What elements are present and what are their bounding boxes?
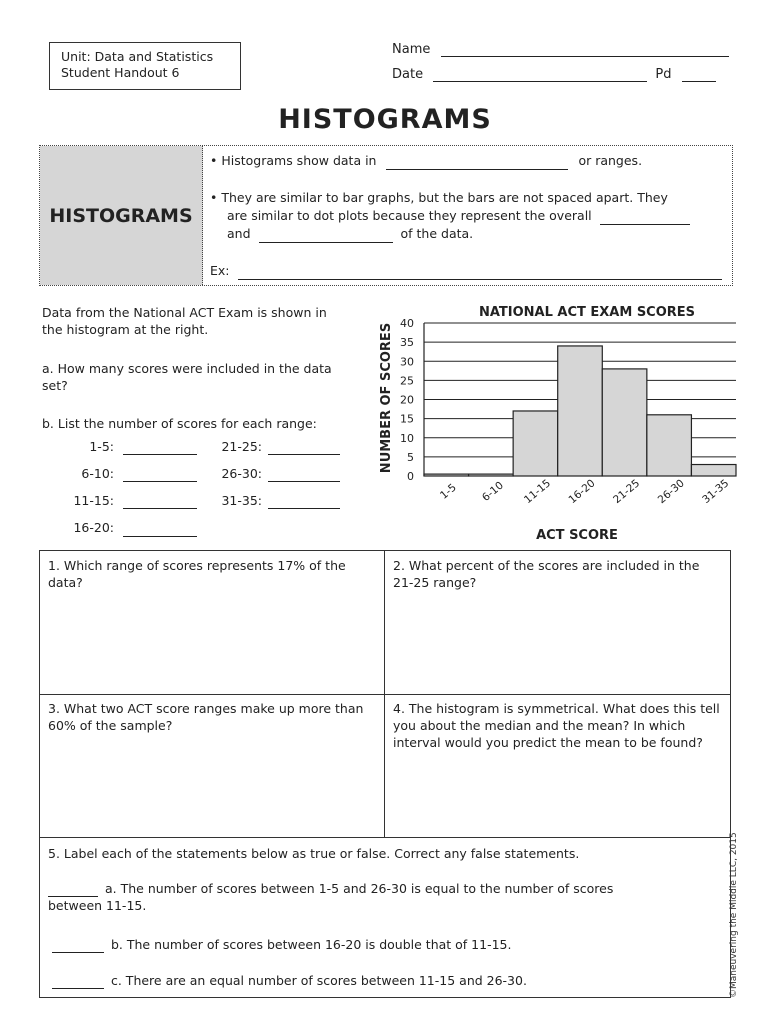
question-a-line-1: a. How many scores were included in the data: [42, 361, 332, 376]
histogram-bar: [469, 474, 514, 476]
date-label: Date: [392, 67, 424, 82]
histogram-bar: [691, 465, 736, 476]
grid-divider-1: [39, 694, 731, 695]
date-blank[interactable]: [433, 81, 647, 82]
example-label: Ex:: [210, 263, 230, 278]
bullet2-blank-1[interactable]: [600, 224, 690, 225]
y-tick-label: 30: [400, 355, 414, 369]
handout-label: Student Handout 6: [61, 65, 180, 80]
histogram-chart: [370, 298, 740, 548]
question-a-line-2: set?: [42, 378, 68, 393]
histogram-bar: [647, 415, 692, 476]
name-blank[interactable]: [441, 56, 729, 57]
example-row: [210, 262, 722, 280]
y-tick-label: 15: [400, 412, 414, 426]
range-label: 1-5:: [89, 439, 114, 454]
y-tick-label: 20: [400, 393, 414, 407]
statement-c: [52, 972, 722, 989]
example-blank[interactable]: [238, 279, 722, 280]
intro-text: [42, 304, 327, 338]
range-label: 26-30:: [221, 466, 262, 481]
definition-bullet-1: [210, 152, 642, 170]
definition-label: HISTOGRAMS: [40, 146, 203, 285]
range-list: [42, 438, 360, 548]
statement-b: [52, 936, 722, 953]
range-label: 6-10:: [81, 466, 114, 481]
x-tick-label: 16-20: [566, 477, 598, 507]
statement-c-text: c. There are an equal number of scores between 11-15 and 26-30.: [110, 973, 527, 988]
histogram-bar: [513, 411, 558, 476]
copyright: ©Maneuvering the Middle LLC, 2015: [729, 832, 739, 998]
x-tick-label: 31-35: [700, 477, 732, 507]
name-label: Name: [392, 42, 431, 57]
x-tick-label: 11-15: [521, 477, 554, 507]
range-blank[interactable]: [268, 481, 340, 482]
unit-box: [49, 42, 241, 90]
question-b: b. List the number of scores for each range:: [42, 416, 317, 431]
chart-title: NATIONAL ACT EXAM SCORES: [478, 305, 696, 320]
range-blank[interactable]: [268, 508, 340, 509]
bullet2-text-c: and: [227, 226, 251, 241]
histogram-bar: [602, 369, 647, 476]
unit-label: Unit: Data and Statistics: [61, 49, 214, 64]
pd-blank[interactable]: [682, 81, 716, 82]
bullet1-blank[interactable]: [386, 169, 568, 170]
statement-b-blank[interactable]: [52, 952, 104, 953]
bullet1-text-a: • Histograms show data in: [210, 153, 377, 168]
statement-c-blank[interactable]: [52, 988, 104, 989]
bullet2-text-a: • They are similar to bar graphs, but the bars are not spaced apart. They: [210, 190, 668, 205]
question-3: 3. What two ACT score ranges make up more than 60% of the sample?: [48, 701, 364, 733]
range-label: 31-35:: [221, 493, 262, 508]
y-tick-label: 0: [407, 470, 414, 483]
date-row: [392, 67, 716, 82]
name-row: [392, 42, 729, 57]
x-tick-label: 21-25: [611, 477, 643, 507]
question-5: 5. Label each of the statements below as true or false. Correct any false statements.: [48, 846, 580, 861]
question-a: [42, 360, 332, 394]
histogram-bar: [424, 474, 469, 476]
range-blank[interactable]: [123, 536, 197, 537]
y-tick-label: 5: [407, 450, 414, 464]
grid-divider-2: [39, 837, 731, 838]
x-tick-label: 6-10: [479, 479, 506, 504]
bullet2-text-b: are similar to dot plots because they represent the overall: [227, 208, 592, 223]
range-label: 21-25:: [221, 439, 262, 454]
intro-line-2: the histogram at the right.: [42, 322, 209, 337]
intro-line-1: Data from the National ACT Exam is shown in: [42, 305, 327, 320]
question-2: 2. What percent of the scores are included in the 21-25 range?: [393, 558, 700, 590]
range-label: 11-15:: [73, 493, 114, 508]
bullet1-text-b: or ranges.: [578, 153, 643, 168]
x-tick-label: 1-5: [437, 481, 459, 502]
chart-y-label: NUMBER OF SCORES: [379, 322, 394, 474]
range-label: 16-20:: [73, 520, 114, 535]
pd-label: Pd: [655, 67, 672, 82]
bullet2-text-d: of the data.: [400, 226, 474, 241]
statement-a-line-1: a. The number of scores between 1-5 and 26-30 is equal to the number of scores: [104, 881, 614, 896]
y-tick-label: 35: [400, 336, 414, 350]
question-1: 1. Which range of scores represents 17% of the data?: [48, 558, 346, 590]
bullet2-blank-2[interactable]: [259, 242, 393, 243]
y-tick-label: 10: [400, 431, 414, 445]
histogram-bar: [558, 346, 603, 476]
range-blank[interactable]: [268, 454, 340, 455]
definition-bullet-2: [210, 189, 725, 243]
range-blank[interactable]: [123, 508, 197, 509]
question-grid: [39, 550, 731, 998]
statement-b-text: b. The number of scores between 16-20 is double that of 11-15.: [110, 937, 512, 952]
range-blank[interactable]: [123, 481, 197, 482]
chart-y-ticks: [400, 317, 414, 483]
statement-a-line-2: between 11-15.: [48, 898, 147, 913]
statement-a: [48, 880, 718, 914]
range-blank[interactable]: [123, 454, 197, 455]
question-4: 4. The histogram is symmetrical. What does this tell you about the median and the mean? In which interval would you predict the mean to be found?: [393, 701, 720, 750]
page-title: HISTOGRAMS: [278, 104, 492, 135]
y-tick-label: 40: [400, 317, 414, 330]
x-tick-label: 26-30: [655, 477, 687, 507]
y-tick-label: 25: [400, 374, 414, 388]
chart-x-label: ACT SCORE: [536, 528, 618, 543]
chart-x-ticks: [438, 477, 731, 506]
